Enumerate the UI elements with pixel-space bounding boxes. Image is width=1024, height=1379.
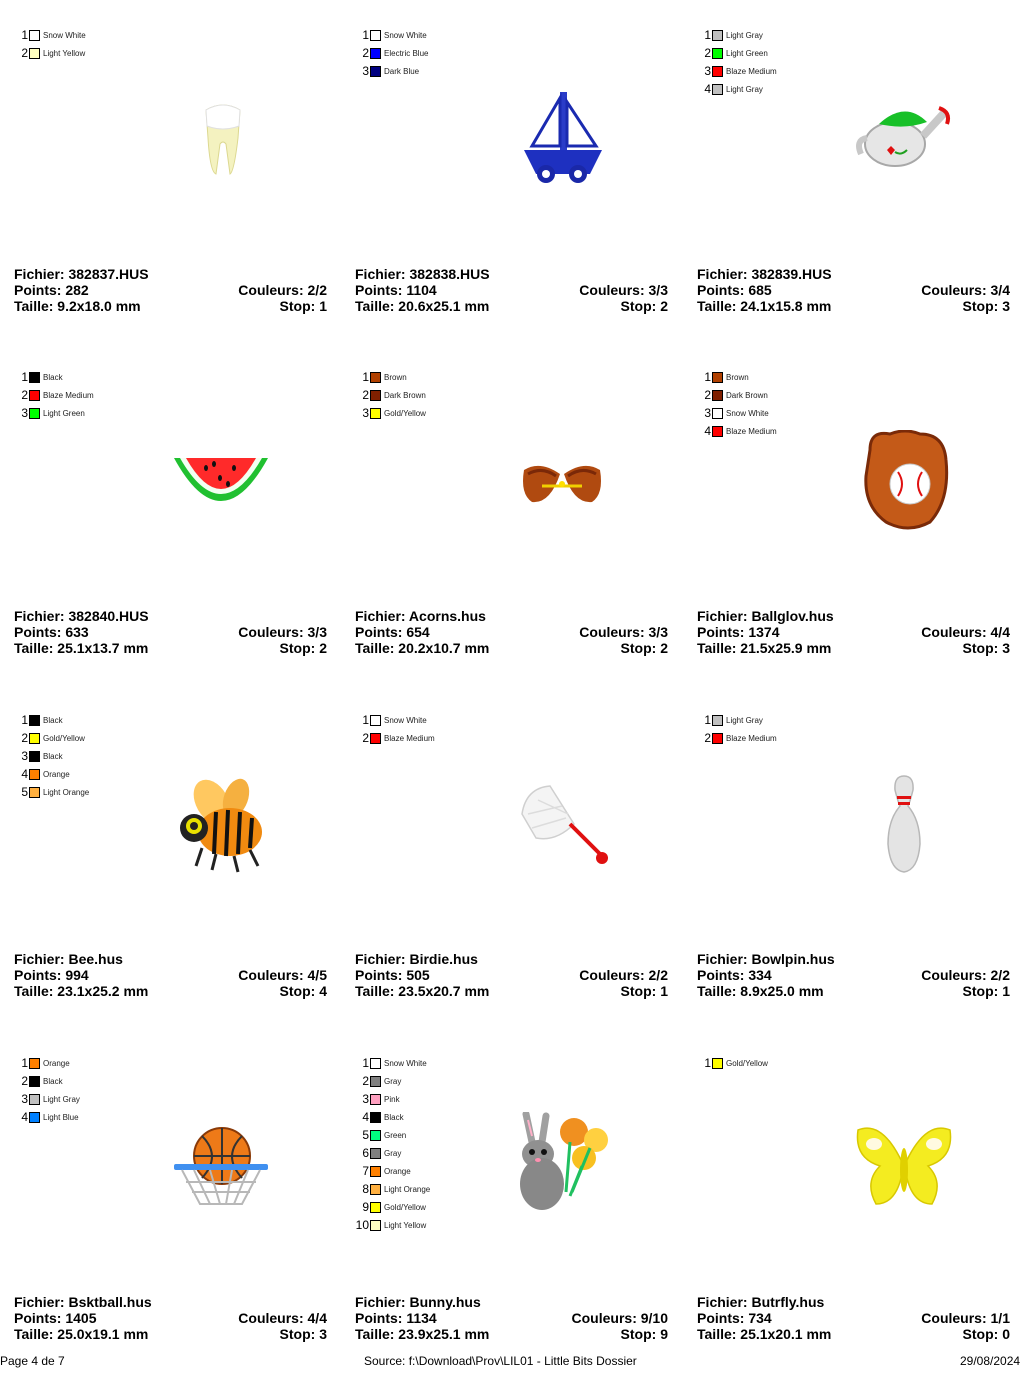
thread-color-item bbox=[697, 44, 777, 62]
design-size: Taille: 8.9x25.0 mm bbox=[697, 983, 824, 999]
thread-color-item bbox=[355, 1054, 430, 1072]
thread-index: 1 bbox=[21, 713, 28, 727]
thread-name: Snow White bbox=[726, 408, 769, 418]
thread-index: 1 bbox=[362, 370, 369, 384]
stop-count: Stop: 1 bbox=[962, 983, 1010, 999]
thread-index: 10 bbox=[355, 1218, 369, 1232]
thread-swatch bbox=[370, 1166, 381, 1177]
design-card bbox=[14, 1049, 344, 1379]
thread-name: Light Green bbox=[726, 48, 768, 58]
thread-swatch bbox=[29, 715, 40, 726]
thread-index: 1 bbox=[21, 1056, 28, 1070]
file-name: Fichier: 382838.HUS bbox=[355, 266, 490, 282]
thread-swatch bbox=[712, 48, 723, 59]
thread-color-item bbox=[355, 1126, 430, 1144]
design-size: Taille: 9.2x18.0 mm bbox=[14, 298, 141, 314]
thread-name: Orange bbox=[43, 1058, 70, 1068]
file-name: Fichier: Acorns.hus bbox=[355, 608, 486, 624]
thread-color-item bbox=[355, 1144, 430, 1162]
acorns-icon bbox=[520, 460, 604, 511]
design-size: Taille: 25.0x19.1 mm bbox=[14, 1326, 149, 1342]
thread-swatch bbox=[29, 733, 40, 744]
thread-index: 2 bbox=[21, 46, 28, 60]
thread-color-item bbox=[355, 1180, 430, 1198]
thread-index: 1 bbox=[362, 28, 369, 42]
thread-name: Brown bbox=[726, 372, 749, 382]
thread-index: 2 bbox=[704, 731, 711, 745]
thread-swatch bbox=[712, 66, 723, 77]
thread-index: 2 bbox=[362, 46, 369, 60]
thread-color-item bbox=[14, 1108, 80, 1126]
thread-name: Gold/Yellow bbox=[43, 733, 85, 743]
thread-name: Orange bbox=[43, 769, 70, 779]
stop-count: Stop: 2 bbox=[279, 640, 327, 656]
design-size: Taille: 23.5x20.7 mm bbox=[355, 983, 490, 999]
design-size: Taille: 23.9x25.1 mm bbox=[355, 1326, 490, 1342]
thread-name: Light Gray bbox=[726, 84, 763, 94]
thread-swatch bbox=[712, 372, 723, 383]
stitch-points: Points: 1405 bbox=[14, 1310, 97, 1326]
thread-name: Dark Brown bbox=[726, 390, 768, 400]
thread-name: Black bbox=[43, 715, 63, 725]
thread-swatch bbox=[370, 66, 381, 77]
thread-name: Black bbox=[43, 1076, 63, 1086]
design-size: Taille: 25.1x20.1 mm bbox=[697, 1326, 832, 1342]
thread-index: 1 bbox=[704, 28, 711, 42]
thread-color-item bbox=[697, 386, 777, 404]
stop-count: Stop: 2 bbox=[620, 298, 668, 314]
thread-swatch bbox=[29, 48, 40, 59]
thread-color-item bbox=[355, 1162, 430, 1180]
thread-swatch bbox=[29, 390, 40, 401]
stop-count: Stop: 2 bbox=[620, 640, 668, 656]
thread-index: 1 bbox=[362, 1056, 369, 1070]
thread-index: 2 bbox=[21, 731, 28, 745]
thread-swatch bbox=[370, 390, 381, 401]
design-card bbox=[14, 21, 344, 351]
thread-swatch bbox=[29, 1058, 40, 1069]
thread-color-item bbox=[14, 783, 89, 801]
thread-swatch bbox=[29, 1112, 40, 1123]
thread-color-list bbox=[697, 711, 777, 747]
thread-name: Dark Brown bbox=[384, 390, 426, 400]
thread-index: 2 bbox=[704, 388, 711, 402]
thread-name: Gray bbox=[384, 1148, 402, 1158]
stitch-points: Points: 334 bbox=[697, 967, 772, 983]
thread-name: Snow White bbox=[43, 30, 86, 40]
thread-name: Orange bbox=[384, 1166, 411, 1176]
thread-color-item bbox=[355, 26, 428, 44]
thread-swatch bbox=[712, 84, 723, 95]
thread-swatch bbox=[712, 30, 723, 41]
thread-swatch bbox=[370, 733, 381, 744]
thread-color-item bbox=[14, 404, 94, 422]
thread-color-item bbox=[355, 368, 426, 386]
thread-swatch bbox=[370, 30, 381, 41]
design-card bbox=[355, 363, 685, 693]
thread-name: Blaze Medium bbox=[726, 66, 777, 76]
thread-color-item bbox=[697, 729, 777, 747]
thread-name: Gold/Yellow bbox=[726, 1058, 768, 1068]
thread-name: Light Gray bbox=[726, 715, 763, 725]
thread-color-item bbox=[355, 1108, 430, 1126]
thread-color-list bbox=[697, 368, 777, 440]
file-name: Fichier: 382839.HUS bbox=[697, 266, 832, 282]
thread-swatch bbox=[712, 408, 723, 419]
baseball-glove-icon bbox=[860, 430, 950, 537]
thread-color-item bbox=[14, 1054, 80, 1072]
thread-name: Black bbox=[43, 372, 63, 382]
design-card bbox=[355, 21, 685, 351]
thread-index: 4 bbox=[704, 424, 711, 438]
stitch-points: Points: 1104 bbox=[355, 282, 437, 298]
file-name: Fichier: 382837.HUS bbox=[14, 266, 149, 282]
design-size: Taille: 20.6x25.1 mm bbox=[355, 298, 490, 314]
thread-name: Light Green bbox=[43, 408, 85, 418]
thread-swatch bbox=[370, 1202, 381, 1213]
thread-index: 7 bbox=[362, 1164, 369, 1178]
stitch-points: Points: 994 bbox=[14, 967, 89, 983]
thread-index: 1 bbox=[21, 370, 28, 384]
thread-name: Light Gray bbox=[726, 30, 763, 40]
thread-name: Light Blue bbox=[43, 1112, 79, 1122]
file-name: Fichier: 382840.HUS bbox=[14, 608, 149, 624]
thread-swatch bbox=[29, 787, 40, 798]
thread-index: 4 bbox=[21, 1110, 28, 1124]
thread-swatch bbox=[712, 390, 723, 401]
design-size: Taille: 24.1x15.8 mm bbox=[697, 298, 832, 314]
stitch-points: Points: 654 bbox=[355, 624, 430, 640]
stitch-points: Points: 685 bbox=[697, 282, 772, 298]
thread-swatch bbox=[29, 408, 40, 419]
thread-swatch bbox=[370, 1184, 381, 1195]
thread-color-item bbox=[14, 747, 89, 765]
sailboat-icon bbox=[518, 88, 608, 195]
thread-color-item bbox=[355, 711, 435, 729]
color-count: Couleurs: 2/2 bbox=[579, 967, 668, 983]
thread-color-item bbox=[355, 386, 426, 404]
design-size: Taille: 25.1x13.7 mm bbox=[14, 640, 149, 656]
bunny-flowers-icon bbox=[512, 1112, 616, 1219]
file-name: Fichier: Birdie.hus bbox=[355, 951, 478, 967]
thread-index: 3 bbox=[21, 1092, 28, 1106]
thread-index: 1 bbox=[704, 713, 711, 727]
thread-color-item bbox=[697, 711, 777, 729]
thread-color-item bbox=[14, 1090, 80, 1108]
thread-color-item bbox=[355, 1198, 430, 1216]
thread-swatch bbox=[370, 1076, 381, 1087]
teapot-icon bbox=[855, 100, 955, 177]
design-size: Taille: 21.5x25.9 mm bbox=[697, 640, 832, 656]
thread-color-item bbox=[355, 404, 426, 422]
design-card bbox=[697, 363, 1024, 693]
thread-swatch bbox=[29, 751, 40, 762]
color-count: Couleurs: 3/3 bbox=[238, 624, 327, 640]
thread-name: Light Gray bbox=[43, 1094, 80, 1104]
design-size: Taille: 20.2x10.7 mm bbox=[355, 640, 490, 656]
stop-count: Stop: 4 bbox=[279, 983, 327, 999]
color-count: Couleurs: 2/2 bbox=[238, 282, 327, 298]
design-card bbox=[14, 706, 344, 1036]
file-name: Fichier: Bunny.hus bbox=[355, 1294, 481, 1310]
design-card bbox=[697, 706, 1024, 1036]
thread-index: 8 bbox=[362, 1182, 369, 1196]
thread-index: 2 bbox=[21, 1074, 28, 1088]
thread-color-item bbox=[14, 44, 86, 62]
thread-color-list bbox=[14, 711, 89, 801]
thread-swatch bbox=[29, 769, 40, 780]
thread-index: 6 bbox=[362, 1146, 369, 1160]
color-count: Couleurs: 1/1 bbox=[921, 1310, 1010, 1326]
thread-color-item bbox=[14, 1072, 80, 1090]
thread-color-list bbox=[14, 26, 86, 62]
thread-index: 3 bbox=[704, 64, 711, 78]
thread-swatch bbox=[370, 408, 381, 419]
thread-color-list bbox=[355, 1054, 430, 1234]
thread-color-item bbox=[355, 729, 435, 747]
thread-index: 3 bbox=[362, 64, 369, 78]
stitch-points: Points: 505 bbox=[355, 967, 430, 983]
watermelon-icon bbox=[170, 452, 272, 515]
design-card bbox=[355, 706, 685, 1036]
thread-color-list bbox=[14, 1054, 80, 1126]
shuttlecock-icon bbox=[516, 784, 612, 873]
thread-swatch bbox=[29, 1094, 40, 1105]
file-name: Fichier: Ballglov.hus bbox=[697, 608, 834, 624]
thread-index: 3 bbox=[21, 406, 28, 420]
thread-color-item bbox=[355, 62, 428, 80]
thread-name: Electric Blue bbox=[384, 48, 429, 58]
thread-color-list bbox=[355, 26, 428, 80]
thread-name: Green bbox=[384, 1130, 407, 1140]
thread-name: Snow White bbox=[384, 1058, 427, 1068]
stitch-points: Points: 633 bbox=[14, 624, 89, 640]
thread-name: Gold/Yellow bbox=[384, 1202, 426, 1212]
stitch-points: Points: 1374 bbox=[697, 624, 780, 640]
thread-swatch bbox=[370, 1130, 381, 1141]
design-card bbox=[14, 363, 344, 693]
file-name: Fichier: Butrfly.hus bbox=[697, 1294, 825, 1310]
thread-color-item bbox=[14, 26, 86, 44]
thread-color-list bbox=[697, 1054, 768, 1072]
thread-index: 3 bbox=[704, 406, 711, 420]
thread-index: 2 bbox=[362, 388, 369, 402]
file-name: Fichier: Bee.hus bbox=[14, 951, 123, 967]
thread-color-item bbox=[14, 711, 89, 729]
thread-name: Brown bbox=[384, 372, 407, 382]
thread-swatch bbox=[370, 1220, 381, 1231]
stop-count: Stop: 0 bbox=[962, 1326, 1010, 1342]
thread-color-item bbox=[355, 44, 428, 62]
thread-color-list bbox=[355, 711, 435, 747]
thread-name: Blaze Medium bbox=[726, 733, 777, 743]
thread-index: 3 bbox=[362, 1092, 369, 1106]
thread-color-item bbox=[697, 80, 777, 98]
bee-icon bbox=[172, 774, 270, 879]
stop-count: Stop: 1 bbox=[620, 983, 668, 999]
thread-index: 4 bbox=[704, 82, 711, 96]
thread-name: Light Orange bbox=[43, 787, 90, 797]
thread-name: Dark Blue bbox=[384, 66, 420, 76]
color-count: Couleurs: 4/5 bbox=[238, 967, 327, 983]
thread-index: 3 bbox=[362, 406, 369, 420]
bowling-pin-icon bbox=[884, 774, 924, 879]
thread-swatch bbox=[29, 372, 40, 383]
thread-index: 2 bbox=[21, 388, 28, 402]
thread-color-list bbox=[14, 368, 94, 422]
thread-color-item bbox=[697, 404, 777, 422]
thread-color-item bbox=[697, 26, 777, 44]
thread-name: Blaze Medium bbox=[43, 390, 94, 400]
stop-count: Stop: 1 bbox=[279, 298, 327, 314]
thread-index: 2 bbox=[362, 1074, 369, 1088]
stop-count: Stop: 3 bbox=[962, 640, 1010, 656]
thread-swatch bbox=[29, 1076, 40, 1087]
tooth-icon bbox=[198, 100, 248, 185]
thread-name: Blaze Medium bbox=[726, 426, 777, 436]
thread-swatch bbox=[370, 1112, 381, 1123]
thread-index: 4 bbox=[362, 1110, 369, 1124]
design-card bbox=[697, 21, 1024, 351]
design-card bbox=[697, 1049, 1024, 1379]
print-date: 29/08/2024 bbox=[960, 1354, 1021, 1368]
thread-name: Light Yellow bbox=[384, 1220, 427, 1230]
thread-swatch bbox=[370, 1094, 381, 1105]
thread-color-item bbox=[355, 1072, 430, 1090]
thread-name: Snow White bbox=[384, 715, 427, 725]
thread-name: Gold/Yellow bbox=[384, 408, 426, 418]
basketball-hoop-icon bbox=[170, 1126, 272, 1211]
thread-color-list bbox=[697, 26, 777, 98]
thread-name: Light Orange bbox=[384, 1184, 431, 1194]
thread-index: 3 bbox=[21, 749, 28, 763]
thread-color-item bbox=[697, 62, 777, 80]
thread-index: 2 bbox=[362, 731, 369, 745]
thread-color-list bbox=[355, 368, 426, 422]
thread-name: Pink bbox=[384, 1094, 400, 1104]
thread-swatch bbox=[370, 1058, 381, 1069]
stitch-points: Points: 734 bbox=[697, 1310, 772, 1326]
thread-color-item bbox=[697, 1054, 768, 1072]
thread-name: Gray bbox=[384, 1076, 402, 1086]
thread-color-item bbox=[697, 422, 777, 440]
thread-index: 5 bbox=[362, 1128, 369, 1142]
color-count: Couleurs: 3/3 bbox=[579, 282, 668, 298]
thread-name: Black bbox=[384, 1112, 404, 1122]
color-count: Couleurs: 4/4 bbox=[921, 624, 1010, 640]
thread-swatch bbox=[29, 30, 40, 41]
thread-index: 2 bbox=[704, 46, 711, 60]
thread-color-item bbox=[14, 729, 89, 747]
thread-swatch bbox=[712, 426, 723, 437]
design-card bbox=[355, 1049, 685, 1379]
thread-name: Black bbox=[43, 751, 63, 761]
stop-count: Stop: 9 bbox=[620, 1326, 668, 1342]
thread-index: 1 bbox=[21, 28, 28, 42]
thread-swatch bbox=[712, 733, 723, 744]
file-name: Fichier: Bsktball.hus bbox=[14, 1294, 152, 1310]
color-count: Couleurs: 3/4 bbox=[921, 282, 1010, 298]
thread-index: 1 bbox=[362, 713, 369, 727]
design-size: Taille: 23.1x25.2 mm bbox=[14, 983, 149, 999]
color-count: Couleurs: 4/4 bbox=[238, 1310, 327, 1326]
thread-index: 1 bbox=[704, 370, 711, 384]
stitch-points: Points: 282 bbox=[14, 282, 89, 298]
stop-count: Stop: 3 bbox=[962, 298, 1010, 314]
thread-swatch bbox=[712, 715, 723, 726]
color-count: Couleurs: 9/10 bbox=[571, 1310, 668, 1326]
thread-index: 4 bbox=[21, 767, 28, 781]
thread-color-item bbox=[14, 386, 94, 404]
thread-name: Blaze Medium bbox=[384, 733, 435, 743]
thread-name: Light Yellow bbox=[43, 48, 86, 58]
thread-swatch bbox=[370, 715, 381, 726]
thread-index: 5 bbox=[21, 785, 28, 799]
color-count: Couleurs: 3/3 bbox=[579, 624, 668, 640]
thread-swatch bbox=[370, 48, 381, 59]
thread-index: 9 bbox=[362, 1200, 369, 1214]
thread-name: Snow White bbox=[384, 30, 427, 40]
stitch-points: Points: 1134 bbox=[355, 1310, 437, 1326]
thread-swatch bbox=[370, 1148, 381, 1159]
thread-color-item bbox=[355, 1090, 430, 1108]
thread-index: 1 bbox=[704, 1056, 711, 1070]
thread-color-item bbox=[14, 368, 94, 386]
butterfly-icon bbox=[854, 1124, 954, 1213]
thread-color-item bbox=[697, 368, 777, 386]
thread-swatch bbox=[370, 372, 381, 383]
file-name: Fichier: Bowlpin.hus bbox=[697, 951, 835, 967]
thread-color-item bbox=[14, 765, 89, 783]
thread-color-item bbox=[355, 1216, 430, 1234]
color-count: Couleurs: 2/2 bbox=[921, 967, 1010, 983]
thread-swatch bbox=[712, 1058, 723, 1069]
source-path: Source: f:\Download\Prov\LIL01 - Little Bits Dossier bbox=[364, 1354, 637, 1368]
stop-count: Stop: 3 bbox=[279, 1326, 327, 1342]
page-number: Page 4 de 7 bbox=[0, 1354, 65, 1368]
